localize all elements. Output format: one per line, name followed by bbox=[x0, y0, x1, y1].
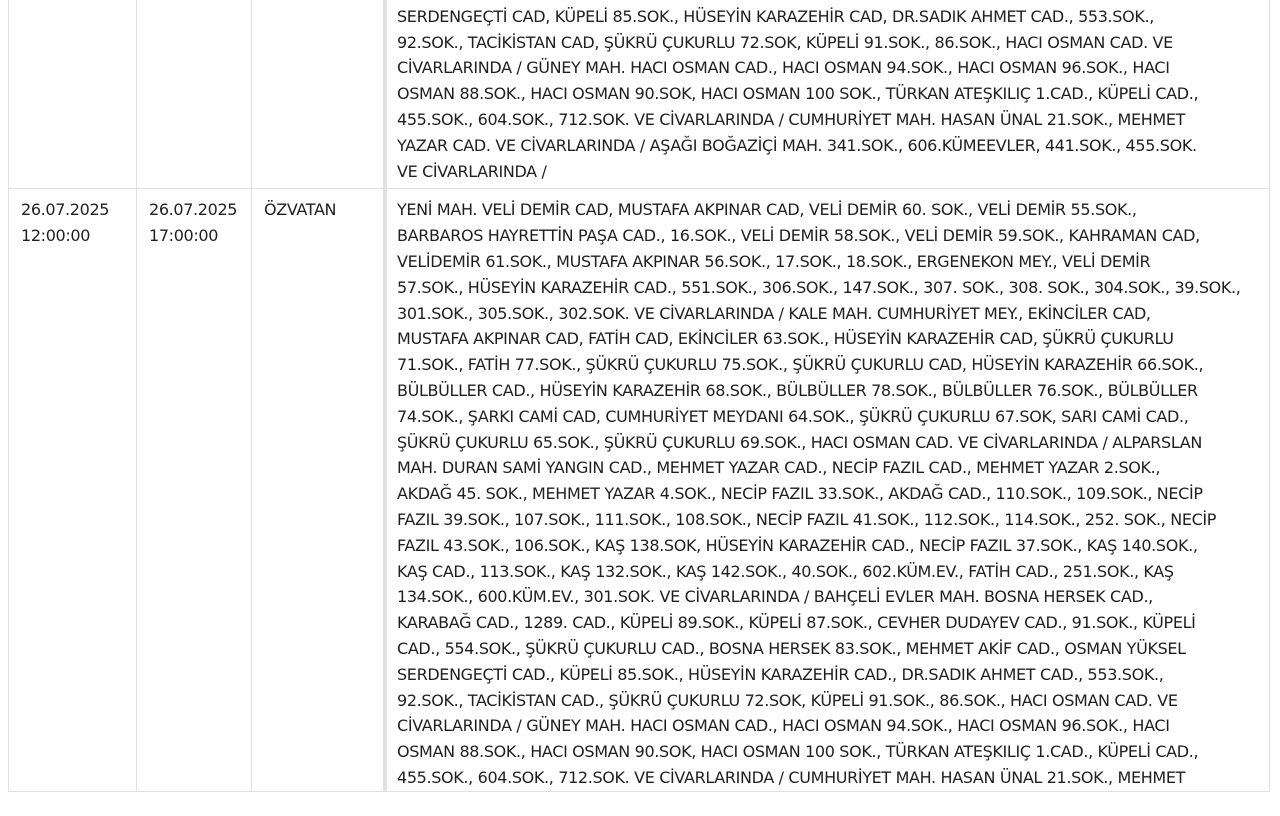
streets-line: ŞÜKRÜ ÇUKURLU 65.SOK., ŞÜKRÜ ÇUKURLU 69.SOK., HACI OSMAN CAD. VE CİVARLARINDA / ALPARSLAN bbox=[397, 432, 1202, 452]
streets-line: CİVARLARINDA / GÜNEY MAH. HACI OSMAN CAD., HACI OSMAN 94.SOK., HACI OSMAN 96.SOK., HACI bbox=[397, 716, 1170, 736]
district-cell bbox=[252, 189, 384, 791]
start-datetime-cell bbox=[8, 0, 137, 189]
streets-line: KARABAĞ CAD., 1289. CAD., KÜPELİ 89.SOK., KÜPELİ 87.SOK., CEVHER DUDAYEV CAD., 91.SOK., KÜPELİ bbox=[397, 613, 1196, 633]
streets-line: 74.SOK., ŞARKI CAMİ CAD, CUMHURİYET MEYDANI 64.SOK., ŞÜKRÜ ÇUKURLU 67.SOK, SARI CAMİ CAD., bbox=[397, 406, 1189, 426]
affected-streets-cell bbox=[384, 0, 1270, 189]
table-row bbox=[8, 189, 1270, 791]
streets-line: YAZAR CAD. VE CİVARLARINDA / AŞAĞI BOĞAZİÇİ MAH. 341.SOK., 606.KÜMEEVLER, 441.SOK., 455.SOK. bbox=[397, 135, 1197, 155]
streets-line: 301.SOK., 305.SOK., 302.SOK. VE CİVARLARINDA / KALE MAH. CUMHURİYET MEY., EKİNCİLER CAD, bbox=[397, 303, 1151, 323]
streets-line: VE CİVARLARINDA / bbox=[397, 161, 547, 181]
streets-line: MUSTAFA AKPINAR CAD, FATİH CAD, EKİNCİLER 63.SOK., HÜSEYİN KARAZEHİR CAD, ŞÜKRÜ ÇUKURLU bbox=[397, 329, 1174, 349]
streets-line: 92.SOK., TACİKİSTAN CAD, ŞÜKRÜ ÇUKURLU 72.SOK, KÜPELİ 91.SOK., 86.SOK., HACI OSMAN CAD. VE bbox=[397, 32, 1173, 52]
streets-line: YENİ MAH. VELİ DEMİR CAD, MUSTAFA AKPINAR CAD, VELİ DEMİR 60. SOK., VELİ DEMİR 55.SOK., bbox=[397, 200, 1137, 220]
streets-line: VELİDEMİR 61.SOK., MUSTAFA AKPINAR 56.SOK., 17.SOK., 18.SOK., ERGENEKON MEY., VELİ DEMİR bbox=[397, 251, 1151, 271]
streets-line: OSMAN 88.SOK., HACI OSMAN 90.SOK, HACI OSMAN 100 SOK., TÜRKAN ATEŞKILIÇ 1.CAD., KÜPELİ CAD., bbox=[397, 742, 1199, 762]
streets-line: 57.SOK., HÜSEYİN KARAZEHİR CAD., 551.SOK., 306.SOK., 147.SOK., 307. SOK., 308. SOK., 304.SOK., 39.SOK., bbox=[397, 277, 1241, 297]
start-date: 26.07.2025 bbox=[21, 200, 110, 220]
streets-line: 455.SOK., 604.SOK., 712.SOK. VE CİVARLARINDA / CUMHURİYET MAH. HASAN ÜNAL 21.SOK., MEHMET bbox=[397, 109, 1186, 129]
streets-line: SERDENGEÇTİ CAD., KÜPELİ 85.SOK., HÜSEYİN KARAZEHİR CAD., DR.SADIK AHMET CAD., 553.SOK., bbox=[397, 664, 1164, 684]
start-time: 12:00:00 bbox=[21, 226, 91, 246]
streets-line: KAŞ CAD., 113.SOK., KAŞ 132.SOK., KAŞ 142.SOK., 40.SOK., 602.KÜM.EV., FATİH CAD., 251.SOK., KAŞ bbox=[397, 561, 1174, 581]
streets-line: CİVARLARINDA / GÜNEY MAH. HACI OSMAN CAD., HACI OSMAN 94.SOK., HACI OSMAN 96.SOK., HACI bbox=[397, 58, 1170, 78]
start-datetime-cell bbox=[8, 189, 137, 791]
streets-line: 455.SOK., 604.SOK., 712.SOK. VE CİVARLARINDA / CUMHURİYET MAH. HASAN ÜNAL 21.SOK., MEHMET bbox=[397, 767, 1186, 787]
streets-line: AKDAĞ 45. SOK., MEHMET YAZAR 4.SOK., NECİP FAZIL 33.SOK., AKDAĞ CAD., 110.SOK., 109.SOK., NECİP bbox=[397, 484, 1203, 504]
streets-line: BARBAROS HAYRETTİN PAŞA CAD., 16.SOK., VELİ DEMİR 58.SOK., VELİ DEMİR 59.SOK., KAHRAMAN CAD, bbox=[397, 226, 1200, 246]
district-name: ÖZVATAN bbox=[264, 200, 337, 220]
end-time: 17:00:00 bbox=[149, 226, 219, 246]
streets-line: MAH. DURAN SAMİ YANGIN CAD., MEHMET YAZAR CAD., NECİP FAZIL CAD., MEHMET YAZAR 2.SOK., bbox=[397, 458, 1161, 478]
streets-line: SERDENGEÇTİ CAD, KÜPELİ 85.SOK., HÜSEYİN KARAZEHİR CAD, DR.SADIK AHMET CAD., 553.SOK., bbox=[397, 6, 1154, 26]
district-cell bbox=[252, 0, 384, 189]
streets-line: FAZIL 43.SOK., 106.SOK., KAŞ 138.SOK, HÜSEYİN KARAZEHİR CAD., NECİP FAZIL 37.SOK., KAŞ 140.SOK., bbox=[397, 535, 1198, 555]
end-datetime-cell bbox=[137, 189, 252, 791]
outage-schedule-table bbox=[8, 0, 1270, 792]
streets-line: BÜLBÜLLER CAD., HÜSEYİN KARAZEHİR 68.SOK., BÜLBÜLLER 78.SOK., BÜLBÜLLER 76.SOK., BÜLBÜLLER bbox=[397, 380, 1198, 400]
streets-line: 71.SOK., FATİH 77.SOK., ŞÜKRÜ ÇUKURLU 75.SOK., ŞÜKRÜ ÇUKURLU CAD, HÜSEYİN KARAZEHİR 66.SOK., bbox=[397, 355, 1204, 375]
streets-line: 134.SOK., 600.KÜM.EV., 301.SOK. VE CİVARLARINDA / BAHÇELİ EVLER MAH. BOSNA HERSEK CAD., bbox=[397, 587, 1153, 607]
end-datetime-cell bbox=[137, 0, 252, 189]
table-row bbox=[8, 0, 1270, 189]
streets-line: FAZIL 39.SOK., 107.SOK., 111.SOK., 108.SOK., NECİP FAZIL 41.SOK., 112.SOK., 114.SOK., 252. SOK., NECİP bbox=[397, 509, 1217, 529]
end-date: 26.07.2025 bbox=[149, 200, 238, 220]
streets-line: CAD., 554.SOK., ŞÜKRÜ ÇUKURLU CAD., BOSNA HERSEK 83.SOK., MEHMET AKİF CAD., OSMAN YÜKSEL bbox=[397, 638, 1186, 658]
affected-streets-cell bbox=[384, 189, 1270, 791]
streets-line: 92.SOK., TACİKİSTAN CAD., ŞÜKRÜ ÇUKURLU 72.SOK, KÜPELİ 91.SOK., 86.SOK., HACI OSMAN CAD. VE bbox=[397, 690, 1178, 710]
streets-line: OSMAN 88.SOK., HACI OSMAN 90.SOK, HACI OSMAN 100 SOK., TÜRKAN ATEŞKILIÇ 1.CAD., KÜPELİ CAD., bbox=[397, 84, 1199, 104]
